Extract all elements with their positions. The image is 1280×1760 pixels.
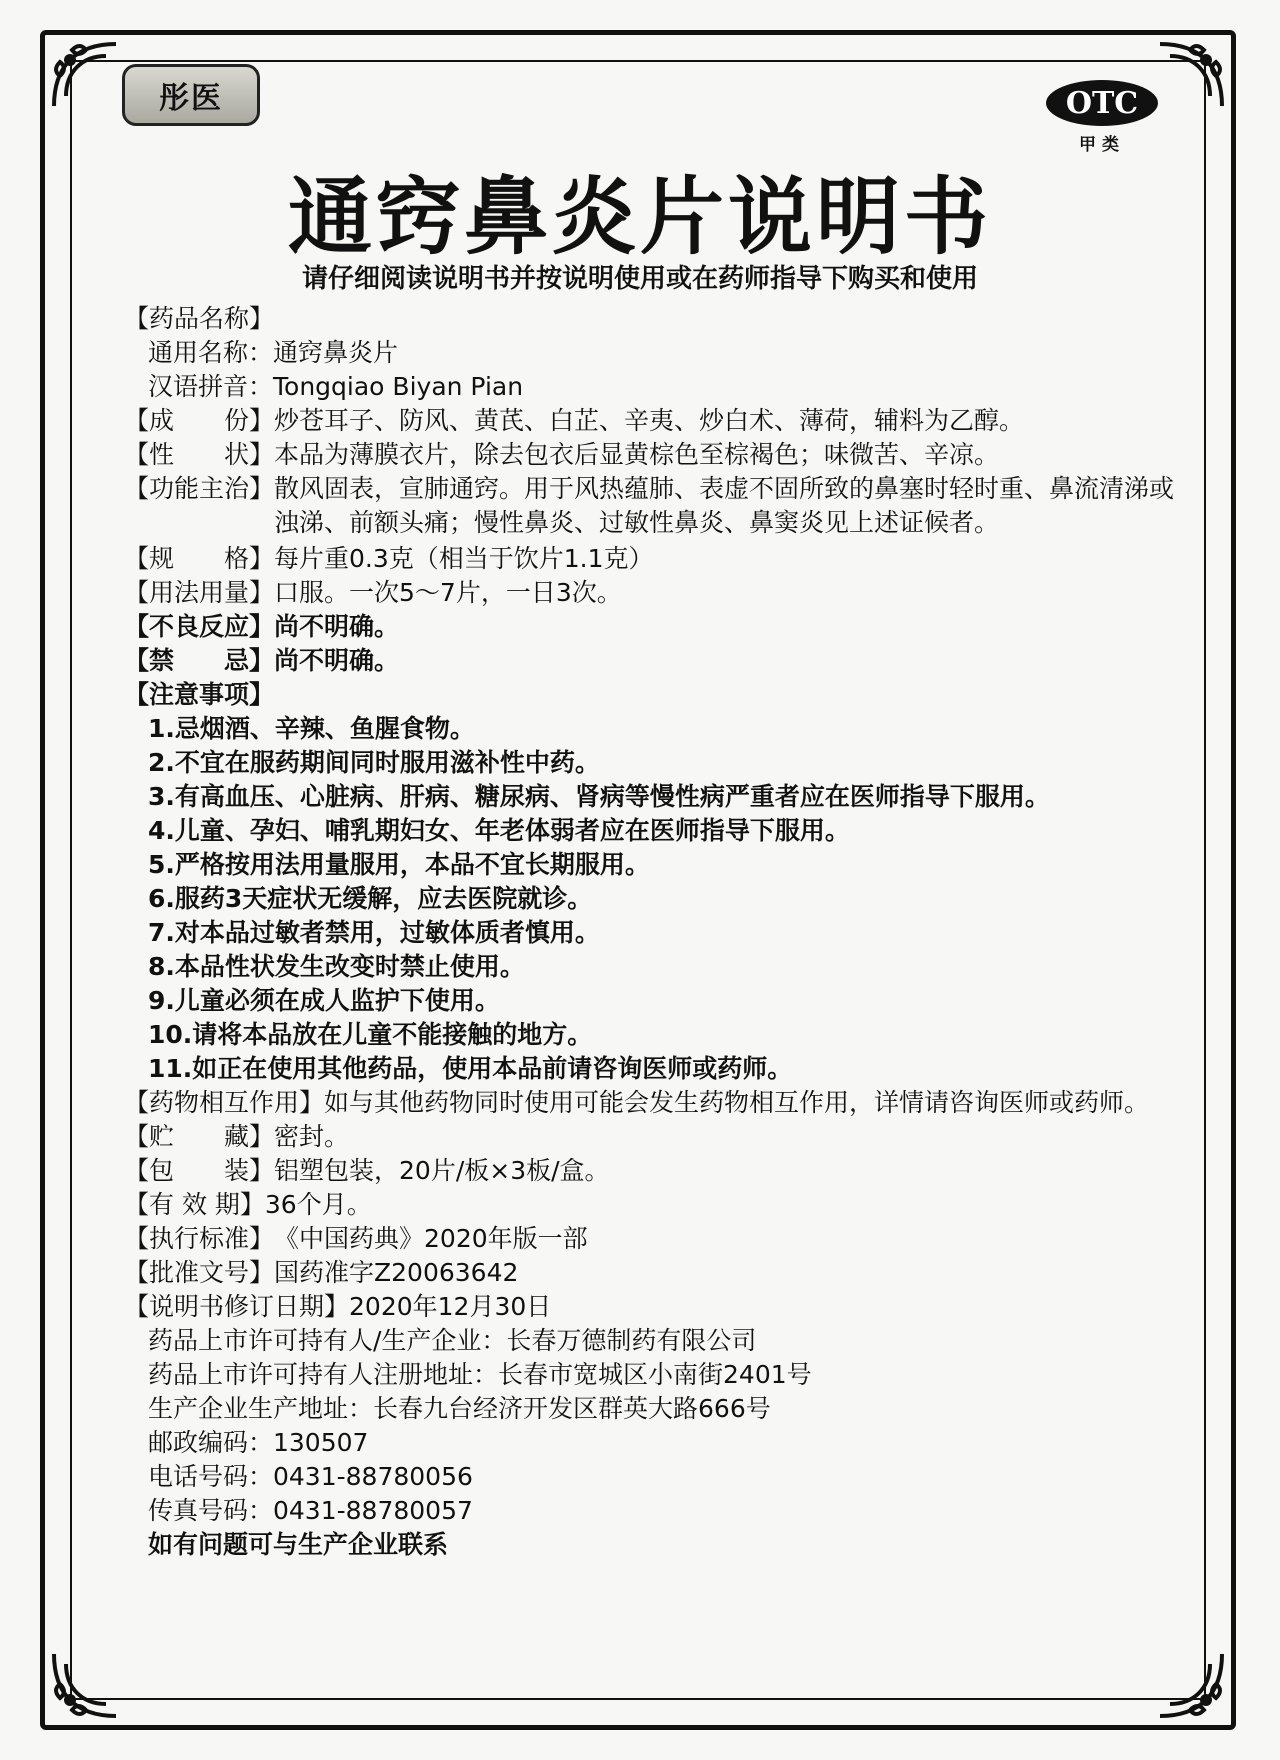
- section-label: 【成 份】: [124, 406, 275, 435]
- section-adverse: [124, 610, 1184, 644]
- section-label: 【功能主治】: [124, 474, 275, 503]
- precaution-item: 6.服药3天症状无缓解，应去医院就诊。: [148, 884, 593, 913]
- company-line: 邮政编码：130507: [148, 1428, 369, 1457]
- section-approval: [124, 1256, 1184, 1290]
- section-label: 【性 状】: [124, 440, 275, 469]
- section-value: 铝塑包装，20片/板×3板/盒。: [274, 1156, 610, 1185]
- otc-badge: OTC: [1046, 80, 1158, 126]
- section-label: 【包 装】: [124, 1156, 275, 1185]
- section-usage: [124, 576, 1184, 610]
- section-value: 散风固表，宣肺通窍。用于风热蕴肺、表虚不固所致的鼻塞时轻时重、鼻流清涕或浊涕、前额头痛；慢性鼻炎、过敏性鼻炎、鼻窦炎见上述证候者。: [274, 474, 1175, 537]
- corner-ornament-icon: [1150, 1644, 1230, 1724]
- section-value: 口服。一次5～7片，一日3次。: [274, 578, 622, 607]
- section-value: 36个月。: [264, 1190, 372, 1219]
- section-drug-name: [124, 302, 1184, 336]
- generic-name-row: [124, 336, 1184, 370]
- section-value: 尚不明确。: [274, 612, 400, 641]
- section-revision-date: [124, 1290, 1184, 1324]
- precaution-item: 4.儿童、孕妇、哺乳期妇女、年老体弱者应在医师指导下服用。: [148, 816, 850, 845]
- section-label: 【批准文号】: [124, 1258, 275, 1287]
- company-line: 电话号码：0431-88780056: [148, 1462, 473, 1491]
- section-label: 【不良反应】: [124, 612, 275, 641]
- corner-ornament-icon: [1150, 36, 1230, 116]
- section-label: 【说明书修订日期】: [124, 1292, 350, 1321]
- company-line: 生产企业生产地址：长春九台经济开发区群英大路666号: [148, 1394, 771, 1423]
- precaution-item: 9.儿童必须在成人监护下使用。: [148, 986, 500, 1015]
- section-value: 《中国药典》2020年版一部: [274, 1224, 588, 1253]
- field-value: Tongqiao Biyan Pian: [273, 372, 524, 401]
- corner-ornament-icon: [46, 36, 126, 116]
- company-line: 药品上市许可持有人注册地址：长春市宽城区小南街2401号: [148, 1360, 812, 1389]
- corner-ornament-icon: [46, 1644, 126, 1724]
- section-value: 国药准字Z20063642: [274, 1258, 519, 1287]
- section-value: 本品为薄膜衣片，除去包衣后显黄棕色至棕褐色；味微苦、辛凉。: [274, 440, 1000, 469]
- section-value: 如与其他药物同时使用可能会发生药物相互作用，详情请咨询医师或药师。: [324, 1088, 1150, 1117]
- company-line: 药品上市许可持有人/生产企业：长春万德制药有限公司: [148, 1326, 757, 1355]
- section-label: 【注意事项】: [124, 680, 275, 709]
- section-spec: [124, 542, 1184, 576]
- section-contraindication: [124, 644, 1184, 678]
- pinyin-row: [124, 370, 1184, 404]
- field-label: 通用名称：: [148, 338, 274, 367]
- precaution-item: 11.如正在使用其他药品，使用本品前请咨询医师或药师。: [148, 1054, 793, 1083]
- precaution-item: 8.本品性状发生改变时禁止使用。: [148, 952, 525, 981]
- section-validity: [124, 1188, 1184, 1222]
- section-label: 【规 格】: [124, 544, 275, 573]
- section-label: 【药物相互作用】: [124, 1088, 325, 1117]
- precaution-item: 3.有高血压、心脏病、肝病、糖尿病、肾病等慢性病严重者应在医师指导下服用。: [148, 782, 1050, 811]
- precaution-item: 2.不宜在服药期间同时服用滋补性中药。: [148, 748, 600, 777]
- section-label: 【用法用量】: [124, 578, 275, 607]
- brand-logo: 彤医: [122, 64, 260, 126]
- precaution-item: 7.对本品过敏者禁用，过敏体质者慎用。: [148, 918, 600, 947]
- field-label: 汉语拼音：: [148, 372, 274, 401]
- section-standard: [124, 1222, 1184, 1256]
- section-label: 【药品名称】: [124, 304, 275, 333]
- section-label: 【有 效 期】: [124, 1190, 265, 1219]
- precaution-item: 10.请将本品放在儿童不能接触的地方。: [148, 1020, 593, 1049]
- company-line: 传真号码：0431-88780057: [148, 1496, 473, 1525]
- section-value: 炒苍耳子、防风、黄芪、白芷、辛夷、炒白术、薄荷，辅料为乙醇。: [274, 406, 1025, 435]
- section-indication: [124, 472, 1184, 540]
- field-value: 通窍鼻炎片: [273, 338, 399, 367]
- section-value: 2020年12月30日: [349, 1292, 552, 1321]
- insert-body: [124, 302, 1184, 1562]
- contact-note: 如有问题可与生产企业联系: [148, 1530, 449, 1559]
- document-title: 通窍鼻炎片说明书: [287, 167, 992, 266]
- precaution-item: 1.忌烟酒、辛辣、鱼腥食物。: [148, 714, 475, 743]
- section-value: 每片重0.3克（相当于饮片1.1克）: [274, 544, 654, 573]
- section-label: 【禁 忌】: [124, 646, 275, 675]
- section-ingredients: [124, 404, 1184, 438]
- section-interaction: [124, 1086, 1184, 1120]
- section-value: 尚不明确。: [274, 646, 400, 675]
- precaution-item: 5.严格按用法用量服用，本品不宜长期服用。: [148, 850, 650, 879]
- document-subtitle: 请仔细阅读说明书并按说明使用或在药师指导下购买和使用: [301, 264, 978, 294]
- section-label: 【贮 藏】: [124, 1122, 275, 1151]
- section-storage: [124, 1120, 1184, 1154]
- section-label: 【执行标准】: [124, 1224, 275, 1253]
- otc-category: 甲类: [1079, 135, 1125, 155]
- section-value: 密封。: [274, 1122, 350, 1151]
- section-precautions: [124, 678, 1184, 712]
- section-package: [124, 1154, 1184, 1188]
- section-appearance: [124, 438, 1184, 472]
